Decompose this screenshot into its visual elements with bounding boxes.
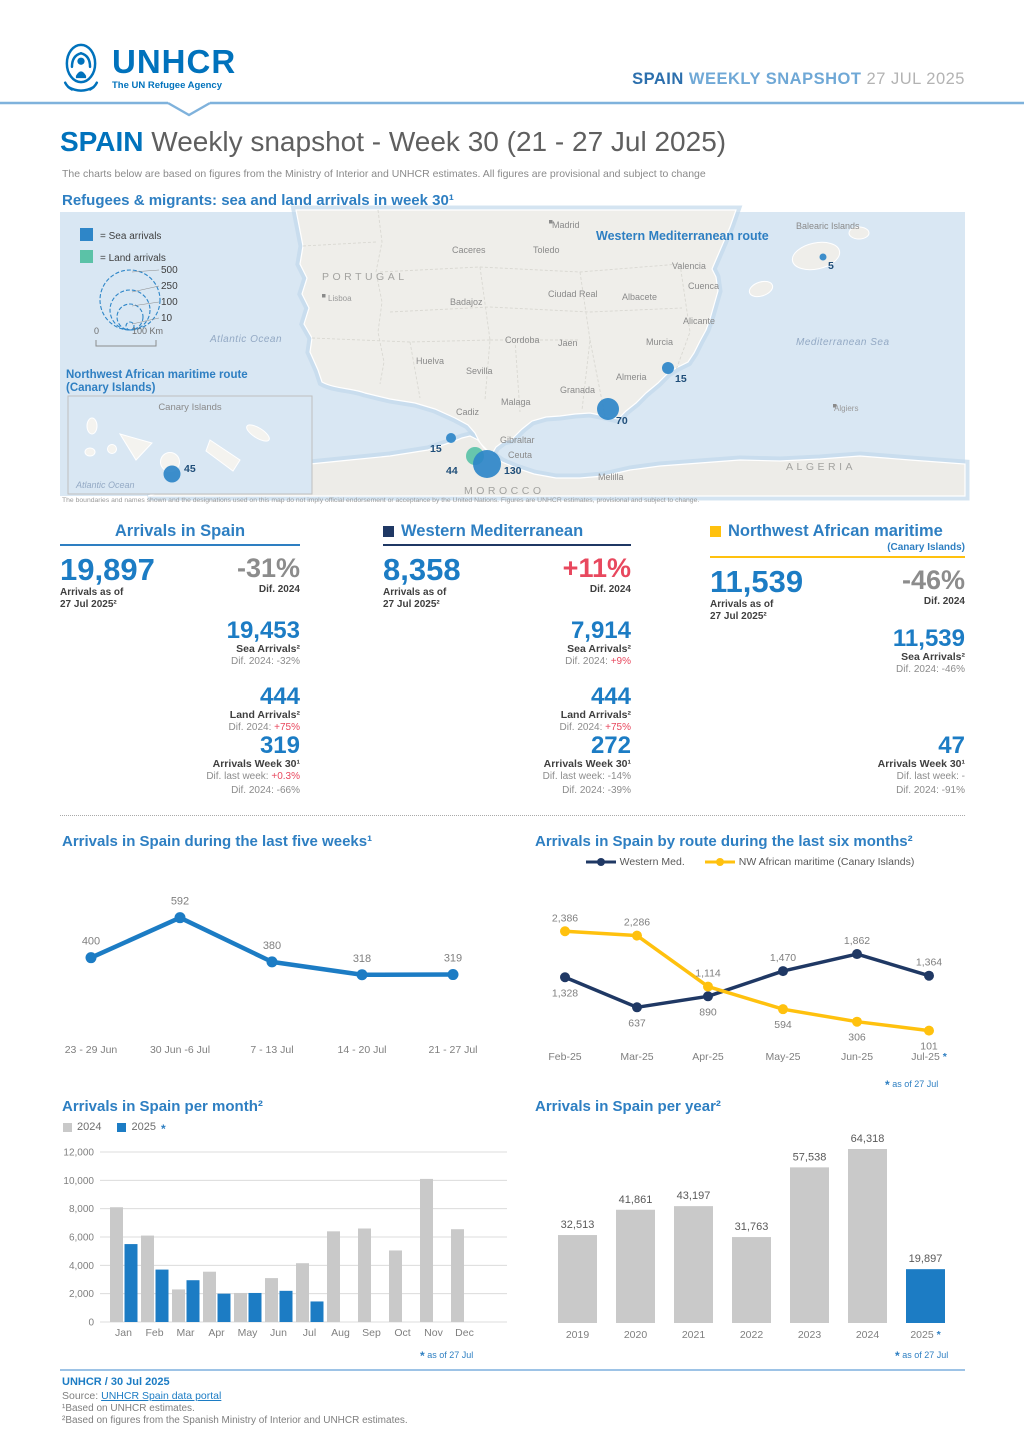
marker-value: 44 xyxy=(446,465,458,477)
stats-nw-african xyxy=(710,522,965,796)
stats-spain-total: 19,897 xyxy=(60,552,155,587)
data-label: 57,538 xyxy=(792,1151,827,1164)
x-axis-label: 14 - 20 Jul xyxy=(337,1044,387,1056)
bar-year xyxy=(616,1210,655,1323)
yearly-chart-note xyxy=(895,1347,948,1361)
svg-text:Atlantic Ocean: Atlantic Ocean xyxy=(76,480,135,490)
map-label: ALGERIA xyxy=(786,461,857,473)
svg-text:= Sea arrivals: = Sea arrivals xyxy=(100,231,162,242)
x-axis-label: Feb xyxy=(145,1327,164,1339)
x-axis-label: Feb-25 xyxy=(548,1051,582,1063)
stats-wmed-land-value: 444 xyxy=(590,683,631,710)
y-axis-label: 12,000 xyxy=(63,1147,94,1159)
footer-source-prefix: Source: xyxy=(62,1390,102,1402)
svg-text:100: 100 xyxy=(161,297,178,308)
x-axis-label: 2021 xyxy=(681,1329,706,1341)
map-label: Northwest African maritime route xyxy=(66,369,248,381)
map-label: Lisboa xyxy=(328,294,352,303)
data-point xyxy=(703,991,713,1001)
bar-year xyxy=(848,1149,887,1323)
stats-wmed-week-dif1-prefix: Dif. last week: xyxy=(542,771,608,783)
sea-arrival-marker xyxy=(446,433,456,443)
stats-canary-week-value: 47 xyxy=(938,732,965,759)
stats-spain-week-dif2: Dif. 2024: -66% xyxy=(231,784,300,796)
map-label: Malaga xyxy=(501,397,531,407)
logo-tagline: The UN Refugee Agency xyxy=(112,80,222,91)
routes-note-text: as of 27 Jul xyxy=(892,1079,939,1089)
x-axis-label: Mar xyxy=(176,1327,195,1339)
sea-arrival-marker xyxy=(662,362,674,374)
map-disclaimer: The boundaries and names shown and the designations used on this map do not imply official endorsement or acceptance by the United Nations. Figures are UNHCR estimates, provisional and subject to change. xyxy=(62,497,700,504)
stats-arrivals-spain xyxy=(60,522,300,796)
stats-spain-pct-label: Dif. 2024 xyxy=(258,583,300,595)
bar-2024 xyxy=(203,1272,216,1322)
data-label: 1,364 xyxy=(915,956,943,969)
legend-2025 xyxy=(117,1120,165,1134)
spain-data-portal-link[interactable]: UNHCR Spain data portal xyxy=(101,1390,222,1402)
y-axis-label: 10,000 xyxy=(63,1175,94,1187)
banner-country: SPAIN xyxy=(632,70,684,88)
data-point xyxy=(448,969,459,980)
stats-wmed-land xyxy=(383,684,631,735)
routes-chart-note xyxy=(885,1076,938,1090)
map-label: Almeria xyxy=(616,372,647,382)
map-label: Badajoz xyxy=(450,297,483,307)
monthly-chart-note xyxy=(420,1347,473,1361)
stats-canary-sea-label: Sea Arrivals² xyxy=(901,651,965,664)
stats-spain-land-value: 444 xyxy=(259,683,300,710)
map-label: Murcia xyxy=(646,337,674,347)
stats-wmed-land-dif-prefix: Dif. 2024: xyxy=(559,722,606,734)
map-label: Jaen xyxy=(558,338,578,348)
bar-2024 xyxy=(110,1207,123,1322)
footer-divider xyxy=(60,1369,965,1371)
data-label: 890 xyxy=(699,1006,717,1019)
stats-canary-sea xyxy=(710,626,965,677)
map-label: Gibraltar xyxy=(500,435,535,445)
stats-spain-land-dif-value: +75% xyxy=(274,722,300,734)
spain-arrivals-map xyxy=(60,212,965,496)
stats-wmed-sea-dif-prefix: Dif. 2024: xyxy=(565,656,611,668)
y-axis-label: 0 xyxy=(88,1317,94,1329)
unhcr-logo xyxy=(58,42,236,94)
banner-label: WEEKLY SNAPSHOT xyxy=(688,70,862,88)
stats-wmed-sea-value: 7,914 xyxy=(570,617,631,644)
data-point xyxy=(560,926,570,936)
x-axis-label: 2023 xyxy=(797,1329,822,1341)
legend-nw-african xyxy=(705,856,915,868)
bar-2024 xyxy=(358,1229,371,1323)
x-axis-label: 2024 xyxy=(855,1329,880,1341)
x-axis-label: Jun-25 xyxy=(840,1051,874,1063)
marker-value: 130 xyxy=(504,465,522,477)
legend-western-med xyxy=(586,856,685,868)
data-point xyxy=(357,969,368,980)
data-point xyxy=(86,952,97,963)
stats-canary-pct: -46% xyxy=(901,565,965,595)
stats-canary-totals xyxy=(710,566,965,624)
stats-canary-asof-2: 27 Jul 2025² xyxy=(710,611,767,623)
x-axis-label: Nov xyxy=(424,1327,443,1339)
nw-african-line-icon xyxy=(705,857,735,867)
map-label: Mediterranean Sea xyxy=(796,337,890,348)
x-axis-label: 2020 xyxy=(623,1329,648,1341)
year-2025-square-icon xyxy=(117,1123,126,1132)
data-label: 41,861 xyxy=(618,1193,653,1206)
svg-text:100 Km: 100 Km xyxy=(132,326,164,336)
stats-spain-asof-2: 27 Jul 2025² xyxy=(60,599,117,611)
bar-2024 xyxy=(234,1293,247,1322)
map-label: Atlantic Ocean xyxy=(210,334,283,345)
x-axis-label: May xyxy=(237,1327,258,1339)
page-subtitle: The charts below are based on figures from the Ministry of Interior and UNHCR estimates. All figures are provisional and subject to change xyxy=(62,168,706,180)
stats-canary-week-dif1-value: - xyxy=(961,771,965,783)
x-axis-label: Dec xyxy=(455,1327,474,1339)
map-label: MOROCCO xyxy=(464,485,545,497)
data-point xyxy=(632,1002,642,1012)
weekly-chart-title: Arrivals in Spain during the last five weeks¹ xyxy=(62,833,373,850)
stats-spain-total-block xyxy=(60,554,155,612)
map-label: Alicante xyxy=(683,316,716,326)
stats-wmed-pct-block xyxy=(563,554,631,612)
legend-nw-african-label: NW African maritime (Canary Islands) xyxy=(738,856,915,868)
map-label: Cordoba xyxy=(505,335,540,345)
x-axis-label: Jul xyxy=(302,1327,317,1339)
legend-2025-label: 2025 xyxy=(131,1121,156,1133)
map-label: (Canary Islands) xyxy=(66,382,156,394)
stats-wmed-week xyxy=(383,733,631,797)
header-divider xyxy=(0,100,1024,118)
marker-value: 70 xyxy=(616,415,628,427)
monthly-chart-title: Arrivals in Spain per month² xyxy=(62,1098,263,1115)
stats-spain-week-dif1-prefix: Dif. last week: xyxy=(206,771,272,783)
logo-brand: UNHCR xyxy=(112,43,237,80)
stats-wmed-land-label: Land Arrivals² xyxy=(560,709,631,722)
map-label: Madrid xyxy=(552,220,580,230)
data-label: 1,114 xyxy=(695,967,721,980)
weekly-arrivals-chart xyxy=(60,875,510,1065)
data-label: 19,897 xyxy=(908,1253,943,1266)
bar-2024 xyxy=(389,1250,402,1322)
bar-year xyxy=(790,1167,829,1323)
map-label: Algiers xyxy=(834,404,859,413)
footnote-1: ¹Based on UNHCR estimates. xyxy=(62,1403,195,1414)
y-axis-label: 4,000 xyxy=(68,1260,94,1272)
x-axis-label: 30 Jun -6 Jul xyxy=(149,1044,211,1056)
data-label: 592 xyxy=(170,895,190,908)
routes-chart-title: Arrivals in Spain by route during the last six months² xyxy=(535,833,913,850)
data-label: 64,318 xyxy=(850,1133,885,1145)
marker-value: 5 xyxy=(828,260,834,272)
bar-2025 xyxy=(311,1301,324,1322)
x-axis-label: 2019 xyxy=(565,1329,590,1341)
stats-wmed-pct-label: Dif. 2024 xyxy=(589,583,631,595)
x-axis-label: 7 - 13 Jul xyxy=(250,1044,294,1056)
svg-text:Canary Islands: Canary Islands xyxy=(158,402,222,413)
yearly-note-text: as of 27 Jul xyxy=(902,1350,949,1360)
stats-wmed-week-value: 272 xyxy=(590,732,631,759)
x-axis-label: 2022 xyxy=(739,1329,764,1341)
banner xyxy=(632,70,965,89)
bar-2025 xyxy=(218,1294,231,1322)
bar-2024 xyxy=(265,1278,278,1322)
stats-spain-land-dif-prefix: Dif. 2024: xyxy=(228,722,275,734)
banner-date: 27 JUL 2025 xyxy=(866,70,965,88)
data-label: 319 xyxy=(443,952,463,965)
y-axis-label: 6,000 xyxy=(68,1232,94,1244)
data-label: 2,286 xyxy=(623,916,651,929)
data-point xyxy=(778,1004,788,1014)
x-axis-label: Aug xyxy=(331,1327,350,1339)
bar-year xyxy=(906,1269,945,1323)
stats-canary-sea-dif-value: -46% xyxy=(941,664,965,676)
data-point xyxy=(632,931,642,941)
data-label: 380 xyxy=(262,939,282,952)
stats-wmed-title-row xyxy=(383,522,631,541)
map-label: Cadiz xyxy=(456,407,480,417)
map-label: Toledo xyxy=(533,245,560,255)
data-point xyxy=(924,971,934,981)
x-axis-label: 2025 * xyxy=(910,1329,941,1341)
stats-spain-totals xyxy=(60,554,300,612)
svg-text:10: 10 xyxy=(161,313,173,324)
data-label: 400 xyxy=(81,935,101,948)
bar-2024 xyxy=(420,1179,433,1322)
map-label: PORTUGAL xyxy=(322,271,408,283)
map-label: Caceres xyxy=(452,245,486,255)
marker-value: 15 xyxy=(430,443,442,455)
page-title-rest: Weekly snapshot - Week 30 (21 - 27 Jul 2025) xyxy=(143,126,727,157)
stats-canary-pct-label: Dif. 2024 xyxy=(923,595,965,607)
bar-2024 xyxy=(327,1231,340,1322)
page-title xyxy=(60,126,726,158)
routes-chart-legend xyxy=(535,856,965,868)
marker-value: 45 xyxy=(184,463,196,475)
stats-spain-sea xyxy=(60,618,300,669)
x-axis-label: Jan xyxy=(115,1327,132,1339)
stats-spain-asof-1: Arrivals as of xyxy=(60,586,124,598)
logo-text xyxy=(112,45,236,91)
data-label: 2,386 xyxy=(551,912,579,925)
x-axis-label: Oct xyxy=(394,1327,411,1339)
map-section-title: Refugees & migrants: sea and land arrivals in week 30¹ xyxy=(62,192,454,209)
stats-canary-week xyxy=(710,733,965,797)
stats-wmed-header xyxy=(383,522,631,546)
data-label: 31,763 xyxy=(734,1221,769,1234)
data-point xyxy=(924,1026,934,1036)
bar-year xyxy=(674,1206,713,1323)
bar-2024 xyxy=(296,1263,309,1322)
stats-wmed-total-block xyxy=(383,554,461,612)
stats-wmed-sea-dif-value: +9% xyxy=(610,656,631,668)
stats-spain-sea-dif-value: -32% xyxy=(276,656,300,668)
stats-canary-total: 11,539 xyxy=(710,564,804,599)
svg-text:500: 500 xyxy=(161,265,178,276)
monthly-chart-legend xyxy=(63,1120,166,1134)
stats-wmed-sea xyxy=(383,618,631,669)
stats-spain-land xyxy=(60,684,300,735)
western-med-line-icon xyxy=(586,857,616,867)
map-label: Huelva xyxy=(416,356,445,366)
line-series xyxy=(565,931,929,1030)
year-2024-square-icon xyxy=(63,1123,72,1132)
bar-2024 xyxy=(141,1236,154,1322)
stats-spain-sea-value: 19,453 xyxy=(226,617,300,644)
stats-canary-header xyxy=(710,522,965,558)
nw-african-square-icon xyxy=(710,526,721,537)
data-label: 32,513 xyxy=(560,1219,595,1232)
data-label: 318 xyxy=(352,952,372,965)
stats-row xyxy=(60,522,965,814)
stats-canary-total-block xyxy=(710,566,803,624)
data-point xyxy=(267,956,278,967)
bar-2024 xyxy=(451,1229,464,1322)
stats-spain-sea-label: Sea Arrivals² xyxy=(236,643,300,656)
asterisk-icon: * xyxy=(160,1122,166,1136)
asterisk-icon: * xyxy=(885,1078,890,1092)
bar-2025 xyxy=(280,1291,293,1322)
yearly-arrivals-chart xyxy=(535,1133,965,1360)
stats-spain-pct: -31% xyxy=(236,553,300,583)
stats-spain-week xyxy=(60,733,300,797)
stats-wmed-land-dif-value: +75% xyxy=(605,722,631,734)
bar-2024 xyxy=(172,1289,185,1322)
yearly-chart-title: Arrivals in Spain per year² xyxy=(535,1098,721,1115)
stats-wmed-total: 8,358 xyxy=(383,552,461,587)
unhcr-emblem-icon xyxy=(58,42,104,94)
legend-2024-label: 2024 xyxy=(77,1121,102,1133)
x-axis-label: Apr xyxy=(208,1327,225,1339)
map-label: Ceuta xyxy=(508,450,533,460)
data-point xyxy=(703,982,713,992)
bar-2025 xyxy=(187,1280,200,1322)
stats-wmed-pct: +11% xyxy=(562,553,631,583)
data-label: 1,862 xyxy=(843,935,871,948)
bar-year xyxy=(732,1237,771,1323)
stats-canary-week-label: Arrivals Week 30¹ xyxy=(877,758,965,771)
map-label: Balearic Islands xyxy=(796,221,860,231)
legend-western-med-label: Western Med. xyxy=(619,856,685,868)
map-label: Western Mediterranean route xyxy=(596,229,769,243)
stats-spain-header xyxy=(60,522,300,546)
stats-canary-title: Northwest African maritime xyxy=(728,522,943,540)
stats-wmed-title: Western Mediterranean xyxy=(401,522,584,540)
y-axis-label: 2,000 xyxy=(68,1289,94,1301)
monthly-note-text: as of 27 Jul xyxy=(427,1350,474,1360)
data-point xyxy=(778,966,788,976)
sea-arrival-marker xyxy=(473,450,501,478)
stats-wmed-totals xyxy=(383,554,631,612)
stats-wmed-week-dif2: Dif. 2024: -39% xyxy=(562,784,631,796)
footnote-2: ²Based on figures from the Spanish Ministry of Interior and UNHCR estimates. xyxy=(62,1415,408,1426)
x-axis-label: Mar-25 xyxy=(620,1051,654,1063)
stats-wmed-sea-label: Sea Arrivals² xyxy=(567,643,631,656)
dotted-divider xyxy=(60,815,965,816)
stats-wmed-asof-1: Arrivals as of xyxy=(383,586,447,598)
stats-spain-pct-block xyxy=(237,554,300,612)
stats-wmed-week-dif1-value: -14% xyxy=(607,771,631,783)
stats-wmed-asof-2: 27 Jul 2025² xyxy=(383,599,440,611)
x-axis-label: Sep xyxy=(362,1327,381,1339)
page-title-country: SPAIN xyxy=(60,126,144,157)
stats-spain-week-value: 319 xyxy=(259,732,300,759)
map-label: Melilla xyxy=(598,472,624,482)
stats-spain-land-label: Land Arrivals² xyxy=(229,709,300,722)
stats-canary-sea-value: 11,539 xyxy=(892,625,965,652)
stats-spain-title: Arrivals in Spain xyxy=(114,522,246,540)
data-point xyxy=(175,912,186,923)
stats-spain-week-dif1-value: +0.3% xyxy=(271,771,300,783)
monthly-arrivals-chart xyxy=(60,1145,510,1360)
data-point xyxy=(560,972,570,982)
data-point xyxy=(852,949,862,959)
marker-value: 15 xyxy=(675,373,687,385)
sea-arrival-marker xyxy=(820,254,827,261)
stats-canary-title-row xyxy=(710,522,965,541)
footer-source xyxy=(62,1390,221,1402)
bar-2025 xyxy=(156,1270,169,1322)
y-axis-label: 8,000 xyxy=(68,1204,94,1216)
x-axis-label: Apr-25 xyxy=(692,1051,724,1063)
stats-spain-sea-dif-prefix: Dif. 2024: xyxy=(231,656,277,668)
data-label: 43,197 xyxy=(676,1190,711,1203)
stats-canary-asof-1: Arrivals as of xyxy=(710,598,774,610)
stats-wmed-week-label: Arrivals Week 30¹ xyxy=(543,758,631,771)
map-label: Valencia xyxy=(672,261,706,271)
stats-canary-sea-dif-prefix: Dif. 2024: xyxy=(896,664,942,676)
bar-2025 xyxy=(249,1293,262,1322)
legend-2024 xyxy=(63,1121,101,1133)
x-axis-label: Jul-25 * xyxy=(911,1051,947,1063)
data-label: 594 xyxy=(774,1019,792,1032)
western-med-square-icon xyxy=(383,526,394,537)
x-axis-label: 21 - 27 Jul xyxy=(428,1044,478,1056)
data-label: 637 xyxy=(628,1017,646,1030)
stats-canary-week-dif1-prefix: Dif. last week: xyxy=(896,771,962,783)
asterisk-icon: * xyxy=(895,1349,900,1363)
svg-text:= Land arrivals: = Land arrivals xyxy=(100,253,166,264)
map-label: Cuenca xyxy=(688,281,720,291)
sea-arrival-marker xyxy=(164,466,181,483)
x-axis-label: May-25 xyxy=(765,1051,801,1063)
data-label: 1,470 xyxy=(769,952,797,965)
bar-2025 xyxy=(125,1244,138,1322)
routes-arrivals-chart xyxy=(535,882,965,1082)
map-label: Albacete xyxy=(622,292,658,302)
data-point xyxy=(852,1017,862,1027)
bar-year xyxy=(558,1235,597,1323)
data-label: 1,328 xyxy=(551,987,579,1000)
svg-text:0: 0 xyxy=(94,326,100,336)
map-label: Granada xyxy=(560,385,596,395)
stats-spain-week-label: Arrivals Week 30¹ xyxy=(212,758,300,771)
svg-text:250: 250 xyxy=(161,281,178,292)
stats-canary-pct-block xyxy=(902,566,965,624)
data-label: 101 xyxy=(920,1040,938,1053)
x-axis-label: Jun xyxy=(270,1327,287,1339)
asterisk-icon: * xyxy=(420,1349,425,1363)
x-axis-label: 23 - 29 Jun xyxy=(64,1044,118,1056)
stats-canary-week-dif2: Dif. 2024: -91% xyxy=(896,784,965,796)
data-label: 306 xyxy=(848,1031,866,1044)
stats-western-med xyxy=(383,522,631,796)
map-label: Ciudad Real xyxy=(548,289,598,299)
map-label: Sevilla xyxy=(466,366,493,376)
stats-canary-subtitle: (Canary Islands) xyxy=(887,542,965,553)
footer-credit: UNHCR / 30 Jul 2025 xyxy=(62,1376,170,1388)
